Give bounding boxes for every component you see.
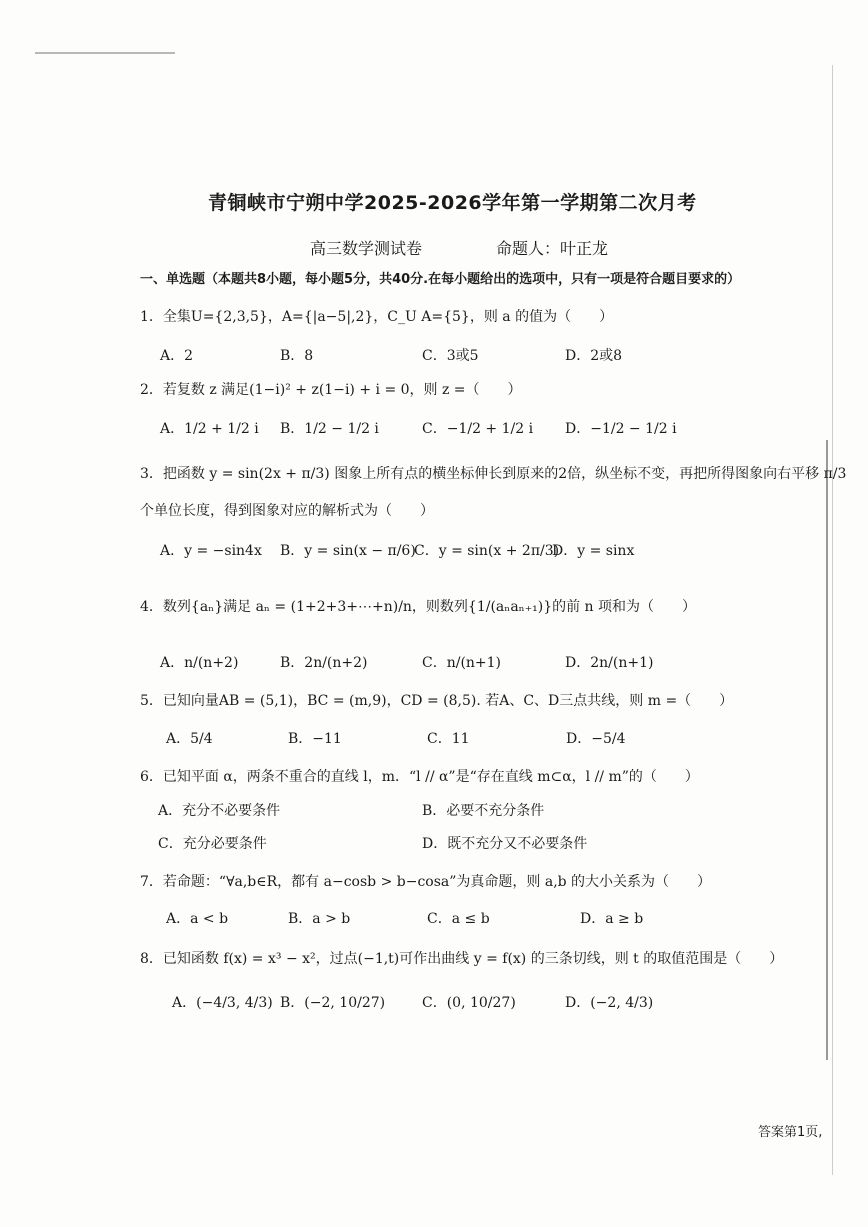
question-3-option-c: C．y = sin(x + 2π/3) (414, 543, 560, 559)
question-4-option-b: B．2n/(n+2) (280, 655, 368, 671)
question-7-option-a: A．a < b (166, 911, 229, 927)
question-5-option-b: B．−11 (288, 731, 342, 747)
question-8-option-d: D．(−2, 4/3) (565, 995, 654, 1011)
question-5-option-a: A．5/4 (166, 731, 213, 747)
question-6-option-a: A．充分不必要条件 (158, 803, 281, 819)
question-4-option-a: A．n/(n+2) (160, 655, 239, 671)
page-number: 答案第1页, (758, 1125, 823, 1140)
question-8-stem: 8．已知函数 f(x) = x³ − x²，过点(−1,t)可作出曲线 y = f(x) 的三条切线，则 t 的取值范围是（ ） (140, 951, 784, 967)
scan-artifact-right (826, 440, 828, 1060)
question-5-stem: 5．已知向量AB = (5,1)，BC = (m,9)，CD = (8,5). 若A、C、D三点共线，则 m =（ ） (140, 693, 734, 709)
question-3-stem-continued: 个单位长度，得到图象对应的解析式为（ ） (140, 503, 434, 519)
question-4-option-d: D．2n/(n+1) (565, 655, 654, 671)
question-3-stem: 3．把函数 y = sin(2x + π/3) 图象上所有点的横坐标伸长到原来的2倍，纵坐标不变，再把所得图象向右平移 π/3 (140, 466, 847, 482)
question-1-option-b: B．8 (280, 348, 314, 364)
question-8-option-a: A．(−4/3, 4/3) (172, 995, 273, 1011)
question-4-option-c: C．n/(n+1) (422, 655, 502, 671)
question-1-option-a: A．2 (160, 348, 194, 364)
scan-artifact-edge (832, 65, 833, 1175)
question-2-stem: 2．若复数 z 满足(1−i)² + z(1−i) + i = 0，则 z =（ ） (140, 382, 522, 398)
question-7-option-d: D．a ≥ b (580, 911, 644, 927)
question-6-option-b: B．必要不充分条件 (422, 803, 545, 819)
question-5-option-d: D．−5/4 (566, 731, 626, 747)
page-author: 命题人：叶正龙 (496, 239, 609, 258)
question-2-option-c: C．−1/2 + 1/2 i (422, 421, 534, 437)
question-8-option-c: C．(0, 10/27) (422, 995, 516, 1011)
question-5-option-c: C．11 (427, 731, 470, 747)
question-6-option-d: D．既不充分又不必要条件 (422, 836, 588, 852)
question-3-option-b: B．y = sin(x − π/6) (280, 543, 416, 559)
question-6-stem: 6．已知平面 α，两条不重合的直线 l，m．“l // α”是“存在直线 m⊂α，l // m”的（ ） (140, 769, 699, 785)
question-1-stem: 1．全集U={2,3,5}，A={|a−5|,2}，C_U A={5}，则 a 的值为（ ） (140, 309, 614, 325)
question-2-option-d: D．−1/2 − 1/2 i (565, 421, 677, 437)
question-2-option-b: B．1/2 − 1/2 i (280, 421, 379, 437)
page-subtitle: 高三数学测试卷 (310, 239, 423, 258)
question-4-stem: 4．数列{aₙ}满足 aₙ = (1+2+3+⋯+n)/n，则数列{1/(aₙaₙ₊₁)}的前 n 项和为（ ） (140, 599, 697, 615)
question-1-option-c: C．3或5 (422, 348, 479, 364)
section-heading: 一、单选题（本题共8小题，每小题5分，共40分.在每小题给出的选项中，只有一项是符合题目要求的） (140, 272, 741, 287)
question-7-option-b: B．a > b (288, 911, 351, 927)
question-7-stem: 7．若命题：“∀a,b∈R，都有 a−cosb > b−cosa”为真命题，则 a,b 的大小关系为（ ） (140, 874, 712, 890)
scan-artifact-top (35, 52, 175, 54)
question-3-option-d: D．y = sinx (552, 543, 635, 559)
question-8-option-b: B．(−2, 10/27) (280, 995, 386, 1011)
question-1-option-d: D．2或8 (565, 348, 623, 364)
question-6-option-c: C．充分必要条件 (158, 836, 267, 852)
page-title: 青铜峡市宁朔中学2025-2026学年第一学期第二次月考 (208, 192, 697, 214)
question-7-option-c: C．a ≤ b (427, 911, 490, 927)
question-3-option-a: A．y = −sin4x (160, 543, 262, 559)
question-2-option-a: A．1/2 + 1/2 i (160, 421, 259, 437)
